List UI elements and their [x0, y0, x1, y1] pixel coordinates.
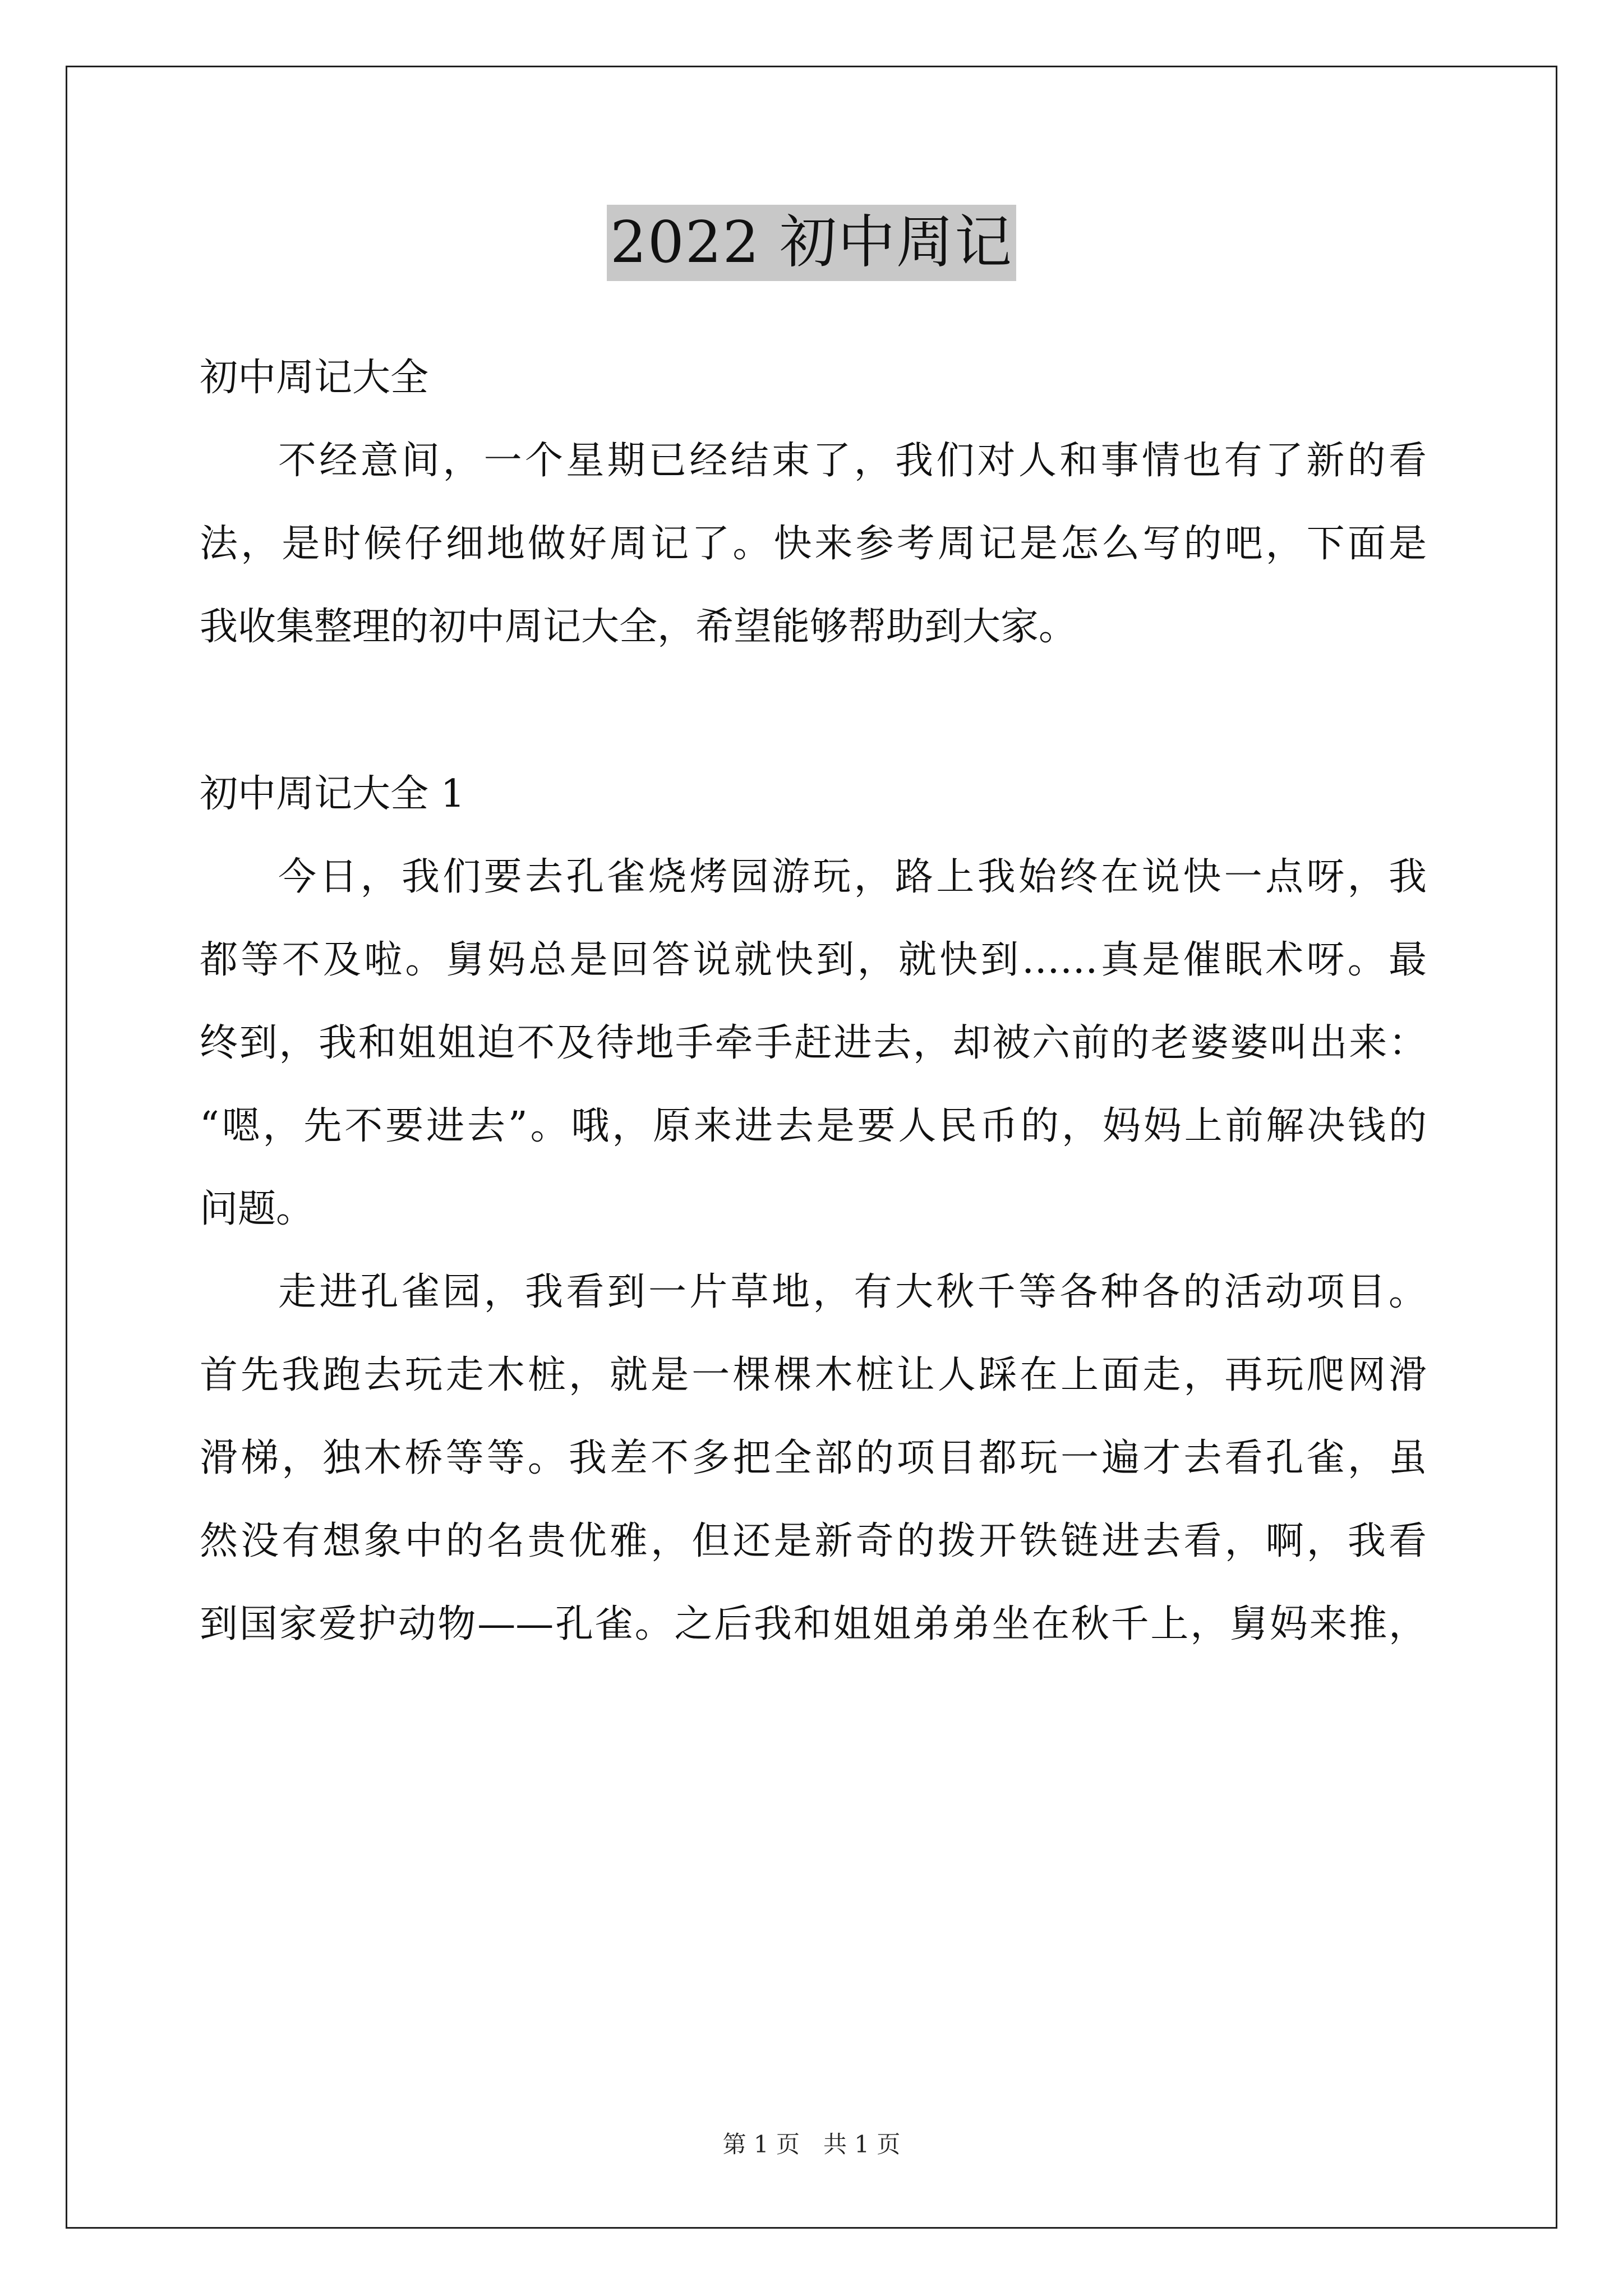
section-gap [200, 669, 1427, 753]
section-heading-intro: 初中周记大全 [200, 356, 429, 400]
document-body [200, 337, 1427, 1666]
paragraph-line: 不经意间，一个星期已经结束了，我们对人和事情也有了新的看 [278, 439, 1427, 483]
title-container [0, 205, 1623, 281]
paragraph-line: 我收集整理的初中周记大全，希望能够帮助到大家。 [200, 605, 1077, 649]
paragraph-line: 问题。 [200, 1187, 315, 1231]
paragraph-line: 滑梯，独木桥等等。我差不多把全部的项目都玩一遍才去看孔雀，虽 [200, 1436, 1427, 1480]
paragraph-line: “嗯，先不要进去”。哦，原来进去是要人民币的，妈妈上前解决钱的 [200, 1104, 1427, 1148]
paragraph-line: 终到，我和姐姐迫不及待地手牵手赶进去，却被六前的老婆婆叫出来： [200, 1021, 1427, 1065]
paragraph-line: 都等不及啦。舅妈总是回答说就快到，就快到……真是催眠术呀。最 [200, 938, 1427, 982]
paragraph-line: 法，是时候仔细地做好周记了。快来参考周记是怎么写的吧，下面是 [200, 522, 1427, 566]
section-heading-1: 初中周记大全 1 [200, 772, 465, 816]
document-title: 2022 初中周记 [607, 205, 1016, 281]
page-footer: 第 1 页 共 1 页 [722, 2131, 901, 2158]
paragraph-line: 然没有想象中的名贵优雅，但还是新奇的拨开铁链进去看，啊，我看 [200, 1519, 1427, 1563]
paragraph-line: 到国家爱护动物——孔雀。之后我和姐姐弟弟坐在秋千上，舅妈来推， [200, 1602, 1427, 1646]
paragraph-line: 首先我跑去玩走木桩，就是一棵棵木桩让人踩在上面走，再玩爬网滑 [200, 1353, 1427, 1397]
paragraph-line: 走进孔雀园，我看到一片草地，有大秋千等各种各的活动项目。 [278, 1270, 1427, 1314]
paragraph-line: 今日，我们要去孔雀烧烤园游玩，路上我始终在说快一点呀，我 [278, 855, 1427, 899]
